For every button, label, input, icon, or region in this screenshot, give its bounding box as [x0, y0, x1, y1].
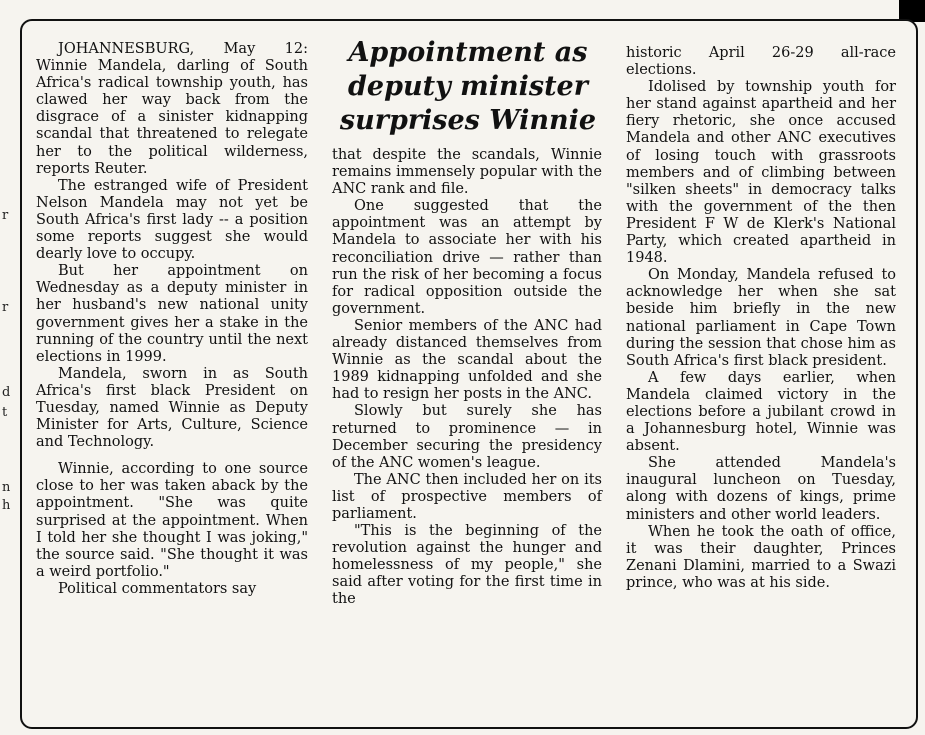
article-column-3: [626, 45, 896, 592]
headline-line: surprises Winnie: [339, 105, 597, 136]
headline-line: Appointment as: [348, 37, 588, 68]
margin-letter: n: [2, 480, 11, 495]
paragraph: historic April 26-29 all-race elections.: [626, 45, 896, 79]
paragraph: Political commentators say: [58, 580, 257, 597]
adjacent-column-fragment: [0, 0, 16, 735]
margin-letter: h: [2, 498, 11, 513]
paragraph: The estranged wife of President Nelson Mandela may not yet be South Africa's first lady -- a position some reports suggest she would dearly love to occupy.: [36, 177, 308, 263]
paragraph: Winnie, according to one source close to her was taken aback by the appointment. "She was quite surprised at the appointment. When I told her she thought I was joking," the source said. "She thought it was a weird portfolio.": [36, 461, 308, 580]
paragraph: Senior members of the ANC had already distanced themselves from Winnie as the scandal about the 1989 kidnapping unfolded and she had to resign her posts in the ANC.: [332, 317, 602, 403]
paragraph: Slowly but surely she has returned to prominence — in December securing the presidency of the ANC women's league.: [332, 403, 602, 471]
margin-letter: t: [2, 405, 8, 420]
paragraph: "This is the beginning of the revolution against the hunger and homelessness of my people," she said after voting for the first time in the: [332, 523, 602, 608]
paragraph: that despite the scandals, Winnie remains immensely popular with the ANC rank and file.: [332, 147, 602, 198]
paragraph: Idolised by township youth for her stand against apartheid and her fiery rhetoric, she once accused Mandela and other ANC executives of losing touch with grassroots members and of climbing between "silken sheets" in democracy talks with the government of the then President F W de Klerk's National Party, which created apartheid in 1948.: [626, 79, 896, 267]
margin-letter: r: [2, 300, 9, 315]
margin-letter: r: [2, 208, 9, 223]
paragraph: The ANC then included her on its list of prospective members of parliament.: [332, 471, 602, 522]
margin-letter: d: [2, 385, 11, 400]
paragraph: She attended Mandela's inaugural luncheon on Tuesday, along with dozens of kings, prime ministers and other world leaders.: [626, 455, 896, 523]
paragraph: But her appointment on Wednesday as a deputy minister in her husband's new national unity government gives her a stake in the running of the country until the next elections in 1999.: [36, 263, 308, 365]
paragraph: When he took the oath of office, it was their daughter, Princes Zenani Dlamini, married to a Swazi prince, who was at his side.: [626, 523, 896, 591]
paragraph: A few days earlier, when Mandela claimed victory in the elections before a jubilant crowd in a Johannesburg hotel, Winnie was absent.: [626, 369, 896, 455]
headline-line: deputy minister: [348, 71, 588, 102]
paragraph: JOHANNESBURG, May 12: Winnie Mandela, darling of South Africa's radical township youth, has clawed her way back from the disgrace of a sinister kidnapping scandal that threatened to relegate her to the political wilderness, reports Reuter.: [36, 41, 308, 177]
article-column-2: [332, 147, 602, 609]
paragraph: Mandela, sworn in as South Africa's first black President on Tuesday, named Winnie as Deputy Minister for Arts, Culture, Science and Technology.: [36, 365, 308, 451]
paragraph: On Monday, Mandela refused to acknowledge her when she sat beside him briefly in the new national parliament in Cape Town during the session that chose him as South Africa's first black president.: [626, 267, 896, 369]
headline: [322, 36, 614, 138]
paragraph: One suggested that the appointment was an attempt by Mandela to associate her with his reconciliation drive — rather than run the risk of her becoming a focus for radical opposition outside the government.: [332, 198, 602, 317]
article-column-1: [36, 41, 308, 598]
